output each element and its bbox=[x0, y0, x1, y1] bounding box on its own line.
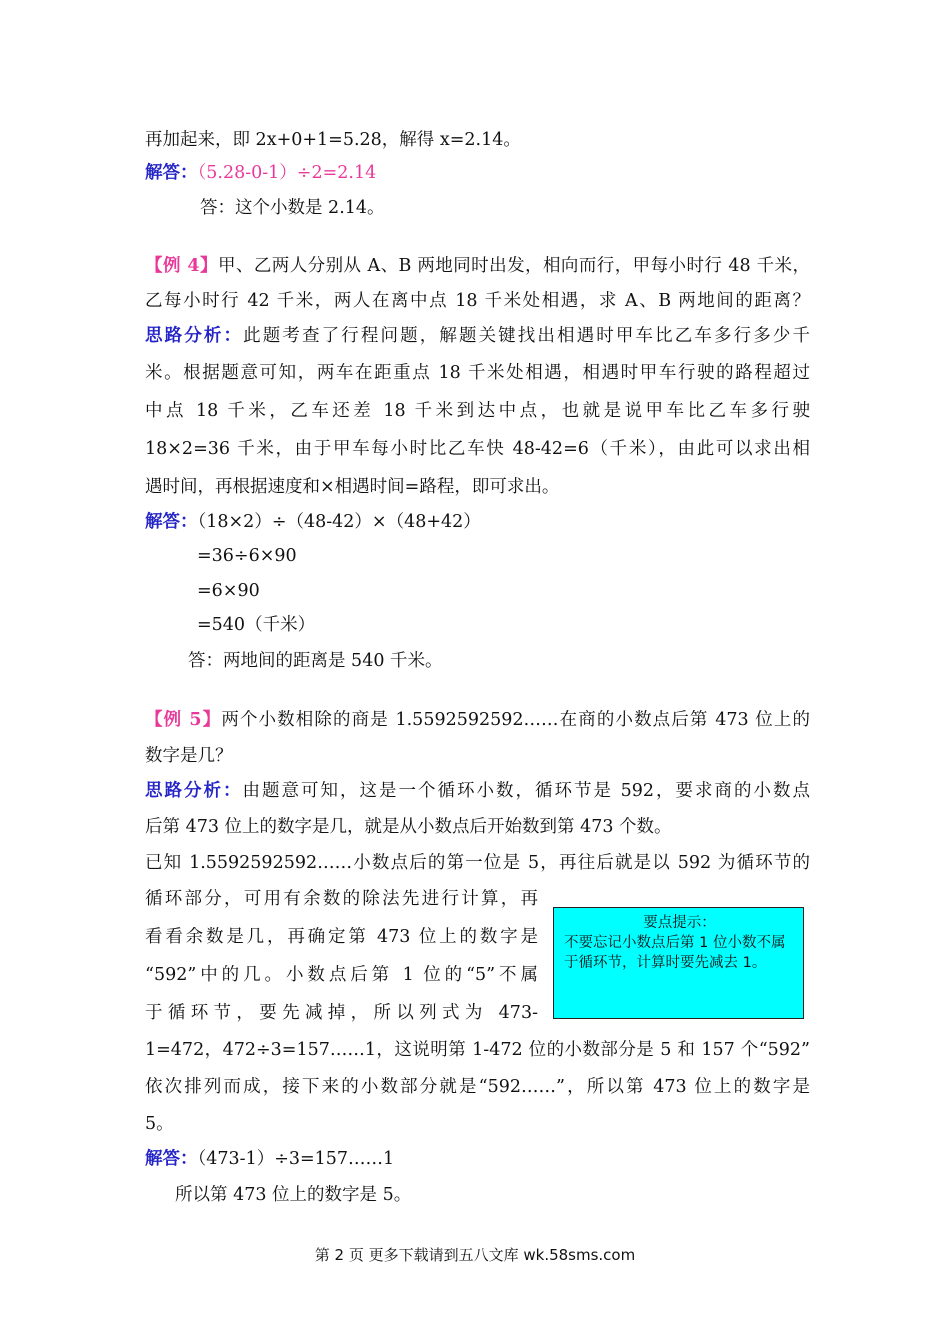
ex5-question-line: 数字是几？ bbox=[145, 746, 233, 766]
ex5-body-line: 1=472，472÷3=157……1，这说明第 1-472 位的小数部分是 5 和 157 个“592” bbox=[145, 1040, 810, 1060]
ex5-analysis-line: 后第 473 位上的数字是几，就是从小数点后开始数到第 473 个数。 bbox=[145, 817, 672, 837]
ex5-tag: 【例 5】 bbox=[145, 710, 222, 730]
ex4-analysis-text: 此题考查了行程问题，解题关键找出相遇时甲车比乙车多行多少千 bbox=[243, 326, 811, 346]
page-footer: 第 2 页 更多下载请到五八文库 wk.58sms.com bbox=[314, 1246, 636, 1264]
ex5-answer: 所以第 473 位上的数字是 5。 bbox=[175, 1185, 412, 1205]
ex4-question-line bbox=[145, 254, 810, 278]
ex5-body-line: 看看余数是几，再确定第 473 位上的数字是 bbox=[145, 927, 538, 947]
ex5-body-line: 依次排列而成，接下来的小数部分就是“592……”，所以第 473 位上的数字是 bbox=[145, 1077, 810, 1097]
tip-text: 不要忘记小数点后第 1 位小数不属于循环节，计算时要先减去 1。 bbox=[564, 935, 786, 971]
ex5-body-line: 循环部分，可用有余数的除法先进行计算，再 bbox=[145, 889, 538, 909]
answer-label: 解答： bbox=[145, 1149, 198, 1169]
ex5-body-line: 已知 1.5592592592……小数点后的第一位是 5，再往后就是以 592 为循环节的 bbox=[145, 853, 810, 873]
ex3-text-line: 再加起来，即 2x+0+1=5.28，解得 x=2.14。 bbox=[145, 130, 521, 150]
ex4-analysis-line bbox=[145, 324, 810, 348]
ex4-analysis-line: 中点 18 千米，乙车还差 18 千米到达中点，也就是说甲车比乙车多行驶 bbox=[145, 401, 810, 421]
ex4-question-text: 甲、乙两人分别从 A、B 两地同时出发，相向而行，甲每小时行 48 千米， bbox=[217, 256, 810, 276]
ex4-analysis-line: 米。根据题意可知，两车在距重点 18 千米处相遇，相遇时甲车行驶的路程超过 bbox=[145, 363, 810, 383]
ex4-solution-line: =540（千米） bbox=[197, 615, 316, 635]
analysis-label: 思路分析： bbox=[145, 326, 244, 346]
tip-box bbox=[553, 907, 804, 1019]
ex5-solution-formula: （473-1）÷3=157……1 bbox=[197, 1149, 395, 1169]
ex5-body-line: 于循环节，要先减掉，所以列式为 473- bbox=[145, 1003, 538, 1023]
ex3-answer: 答：这个小数是 2.14。 bbox=[200, 198, 385, 218]
ex5-body-line: “592”中的几。小数点后第 1 位的“5”不属 bbox=[145, 965, 538, 985]
ex4-solution-line: =36÷6×90 bbox=[197, 546, 297, 566]
analysis-label: 思路分析： bbox=[145, 781, 243, 801]
ex5-analysis-line bbox=[145, 779, 810, 803]
ex4-question-line: 乙每小时行 42 千米，两人在离中点 18 千米处相遇，求 A、B 两地间的距离？ bbox=[145, 291, 810, 311]
ex5-analysis-text: 由题意可知，这是一个循环小数，循环节是 592，要求商的小数点 bbox=[242, 781, 811, 801]
ex4-solution-line: =6×90 bbox=[197, 581, 260, 601]
ex4-analysis-line: 遇时间，再根据速度和×相遇时间=路程，即可求出。 bbox=[145, 477, 560, 497]
ex5-solution-line bbox=[145, 1147, 810, 1171]
ex5-question-text: 两个小数相除的商是 1.5592592592……在商的小数点后第 473 位上的 bbox=[221, 710, 810, 730]
ex5-question-line bbox=[145, 708, 810, 732]
ex4-analysis-line: 18×2=36 千米，由于甲车每小时比乙车快 48-42=6（千米），由此可以求出相 bbox=[145, 439, 810, 459]
ex5-body-line: 5。 bbox=[145, 1114, 174, 1134]
ex3-solution bbox=[145, 161, 810, 185]
tip-title: 要点提示： bbox=[643, 915, 716, 931]
ex4-solution-line bbox=[145, 510, 810, 534]
ex4-answer: 答：两地间的距离是 540 千米。 bbox=[188, 651, 443, 671]
ex4-tag: 【例 4】 bbox=[145, 256, 218, 276]
ex4-solution-formula: （18×2）÷（48-42）×（48+42） bbox=[197, 512, 481, 532]
answer-label: 解答： bbox=[145, 163, 198, 183]
ex3-solution-formula: （5.28-0-1）÷2=2.14 bbox=[197, 163, 377, 183]
answer-label: 解答： bbox=[145, 512, 198, 532]
